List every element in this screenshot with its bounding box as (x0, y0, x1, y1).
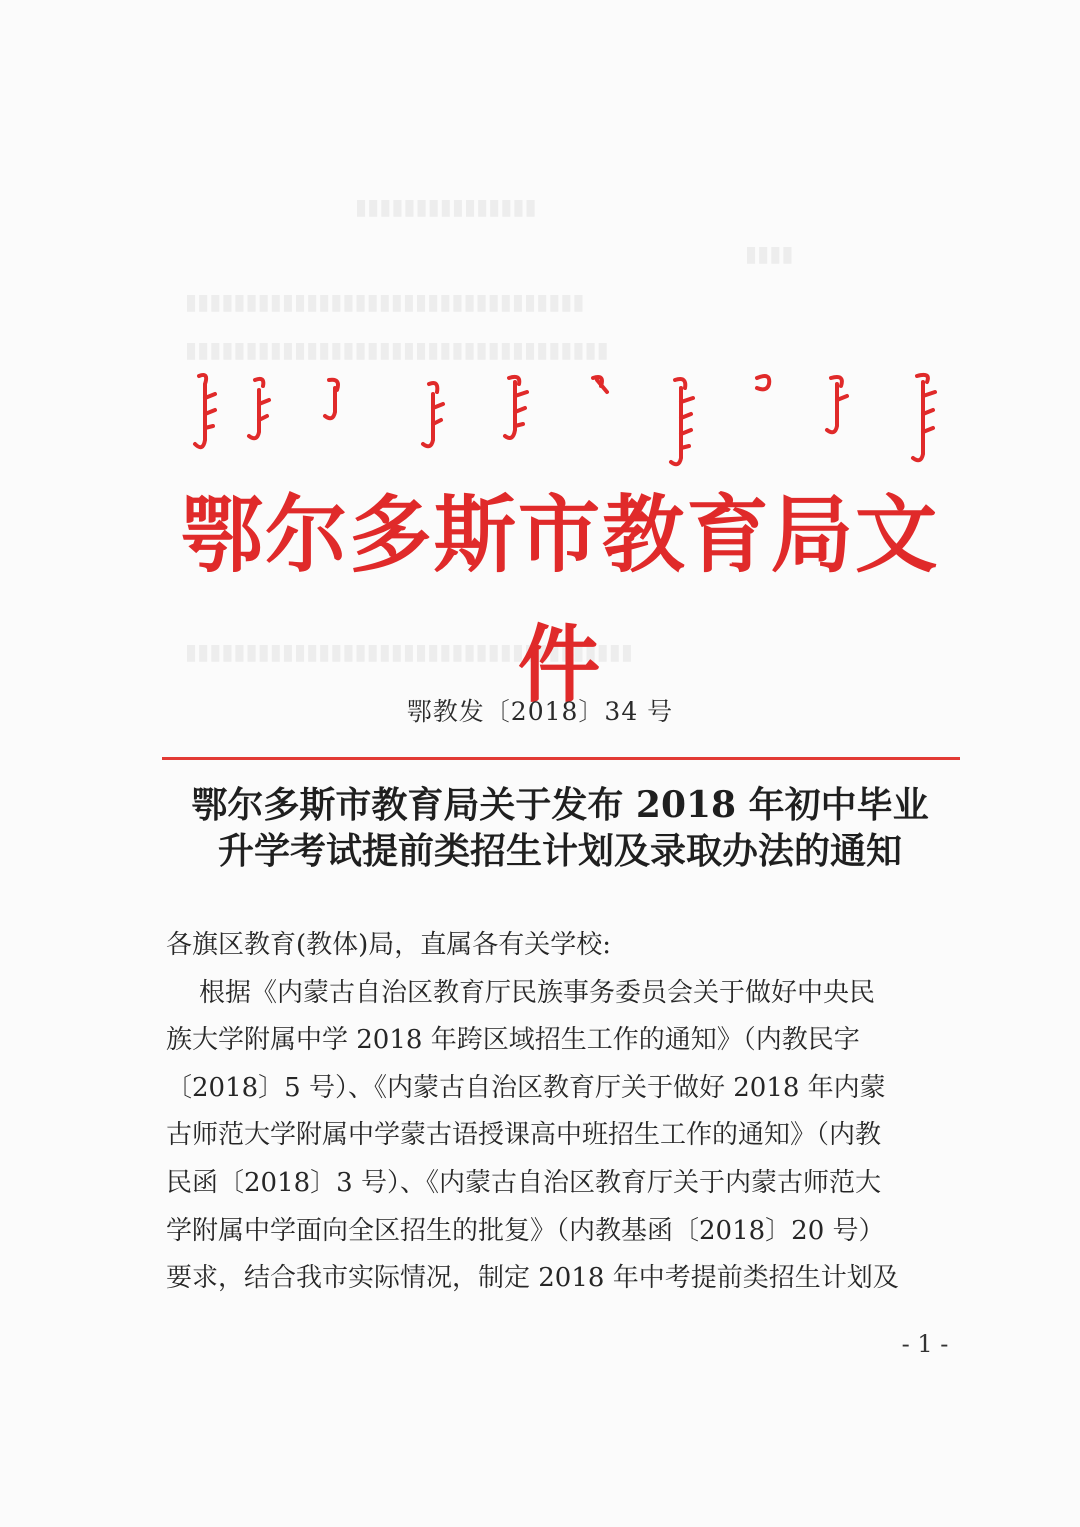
body-line: 族大学附属中学 2018 年跨区域招生工作的通知》（内教民字 (166, 1025, 860, 1056)
body-line: 古师范大学附属中学蒙古语授课高中班招生工作的通知》（内教 (166, 1120, 882, 1151)
body-line: 要求，结合我市实际情况，制定 2018 年中考提前类招生计划及 (166, 1263, 899, 1294)
page-number: - 1 - (901, 1330, 949, 1358)
notice-title-line-1: 鄂尔多斯市教育局关于发布 2018 年初中毕业 (191, 784, 929, 826)
body-line: 根据《内蒙古自治区教育厅民族事务委员会关于做好中央民 (166, 977, 876, 1008)
notice-title-line-2: 升学考试提前类招生计划及录取办法的通知 (217, 830, 902, 872)
body-line: 学附属中学面向全区招生的批复》（内教基函〔2018〕20 号） (166, 1215, 885, 1246)
red-divider-line (162, 757, 960, 760)
document-header-title: 鄂尔多斯市教育局文件 (180, 486, 940, 714)
bleed-through-text: ▮▮▮▮ (745, 242, 794, 267)
bleed-through-text: ▮▮▮▮▮▮▮▮▮▮▮▮▮▮▮▮▮▮▮▮▮▮▮▮▮▮▮▮▮▮▮▮▮▮▮▮▮ (185, 640, 633, 665)
document-number: 鄂教发〔2018〕34 号 (406, 697, 674, 726)
body-line: 民函〔2018〕3 号）、《内蒙古自治区教育厅关于内蒙古师范大 (166, 1167, 881, 1198)
notice-body (166, 922, 958, 1303)
mongolian-script-header (185, 370, 945, 470)
bleed-through-text: ▮▮▮▮▮▮▮▮▮▮▮▮▮▮▮▮▮▮▮▮▮▮▮▮▮▮▮▮▮▮▮▮▮ (185, 290, 585, 315)
mongolian-script-glyphs (185, 370, 945, 470)
bleed-through-text: ▮▮▮▮▮▮▮▮▮▮▮▮▮▮▮ (355, 195, 537, 220)
salutation: 各旗区教育(教体)局，直属各有关学校: (166, 930, 612, 960)
bleed-through-text: ▮▮▮▮▮▮▮▮▮▮▮▮▮▮▮▮▮▮▮▮▮▮▮▮▮▮▮▮▮▮▮▮▮▮▮ (185, 338, 609, 363)
body-line: 〔2018〕5 号）、《内蒙古自治区教育厅关于做好 2018 年内蒙 (166, 1072, 886, 1103)
notice-title (160, 782, 960, 874)
